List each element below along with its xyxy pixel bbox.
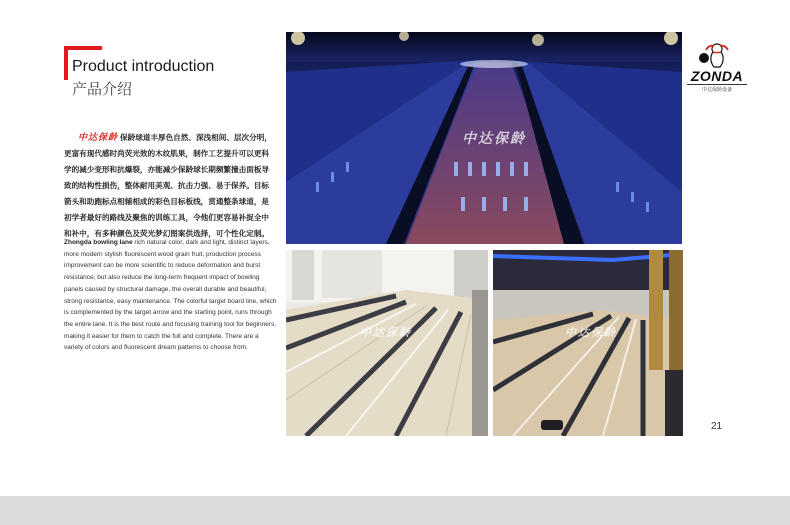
logo-subtitle: 中达保龄设备 <box>687 84 747 93</box>
watermark-main: 中达保龄 <box>462 131 526 147</box>
zonda-logo <box>684 40 750 93</box>
page-title: Product introduction <box>72 58 215 75</box>
page-number: 21 <box>711 421 723 432</box>
intro-lead-en: Zhongda bowling lane <box>64 239 133 246</box>
bowling-pin-icon <box>684 40 750 70</box>
logo-wordmark: ZONDA <box>690 68 744 84</box>
photo-bowling-lanes-blue <box>286 32 682 244</box>
intro-paragraph-en <box>64 237 278 354</box>
watermark-left: 中达保龄 <box>360 326 412 339</box>
photo-bowling-lanes-light <box>286 250 488 436</box>
intro-paragraph-cn <box>64 130 274 242</box>
intro-text-en: rich natural color, dark and light, distinct layers, more modern stylish fluorescent wood grain fruit, production process improvement can be more scientific to reduce deformation and burst resistance, but also reduce the long-term frequent impact of bowling panels caused by structural damage, the overall durable and beautiful, strong resistance, easy maintenance. The colorful target board line, which is complemented by the target arrow and the starting point, runs through the entire lane. It is the best route and focusing training tool for beginners, making it easier for them to catch the full and complete. There are a variety of colors and fluorescent dream patterns to choose from. <box>64 239 277 352</box>
photo-bowling-lanes-columns <box>493 250 683 436</box>
intro-text-cn: 保龄球道丰厚色自然、深浅相间、层次分明，更富有现代感时尚荧光效的木纹肌果，制作工艺提升可以更科学的减少变形和抗爆裂，亦能减少保龄球长期频繁撞击面板导致的结构性损伤，整体耐用美观、抗击力强、易于保养。目标箭头和助跑标点相辅相成的彩色目标板线，贯通整条球道，是初学者最好的路线及聚焦的训练工具，令他们更容易补捉全中和补中，有多种颜色及荧光梦幻图案供选择，可个性化定制。 <box>64 133 272 238</box>
page-subtitle-cn: 产品介绍 <box>72 80 133 98</box>
footer-bar <box>0 496 790 525</box>
watermark-right: 中达保龄 <box>565 326 617 339</box>
brand-name-cn: 中达保龄 <box>78 133 119 143</box>
